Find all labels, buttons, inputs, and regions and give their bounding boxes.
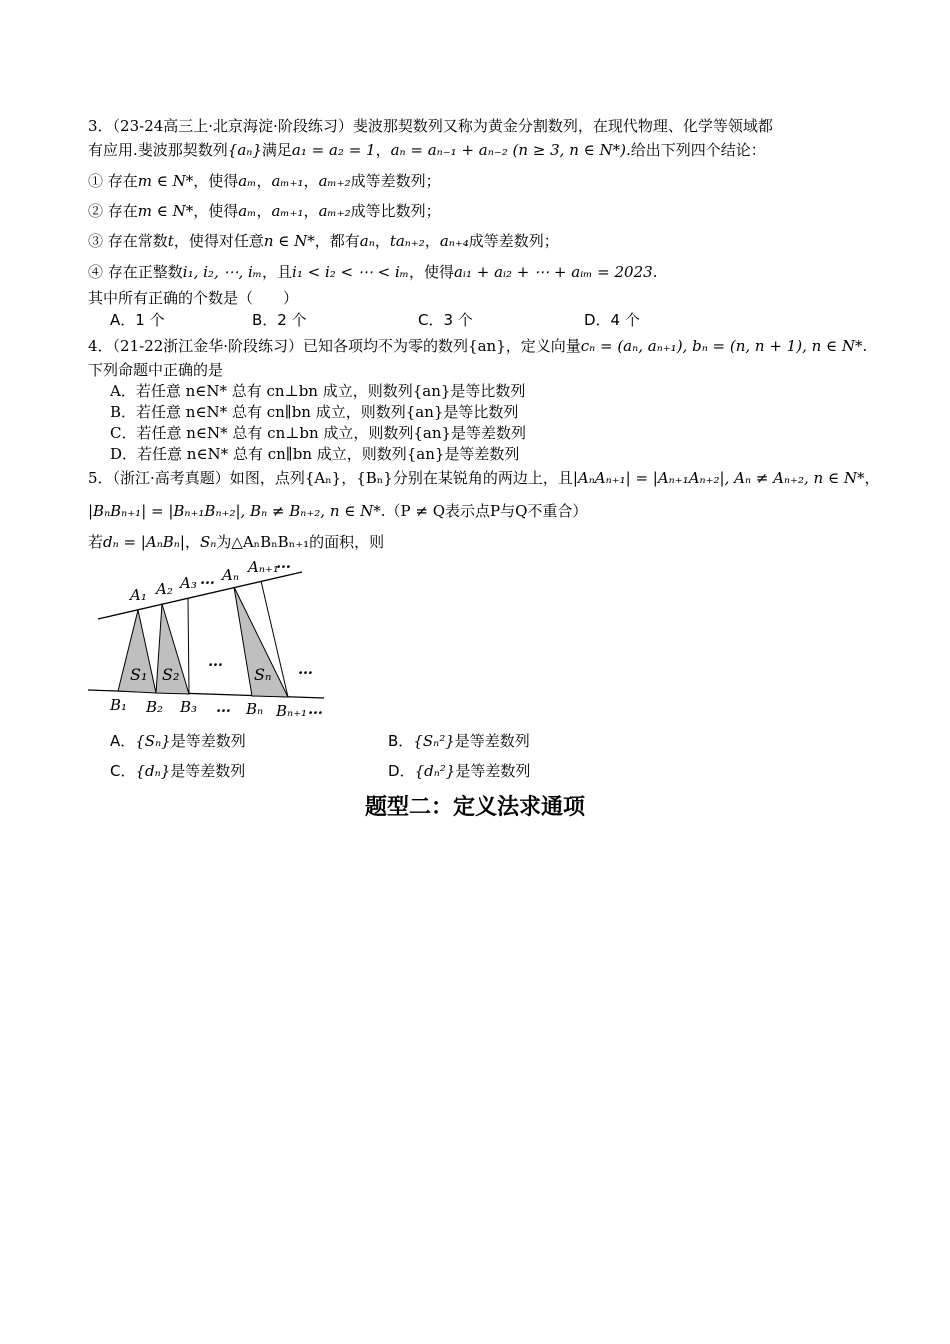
label-sn: Sₙ [254,665,272,684]
q5-option-c-seq: {dₙ} [135,762,171,780]
q5-option-b[interactable] [388,731,530,751]
q3-s4-math: i₁, i₂, ⋯, iₘ [182,263,263,281]
q3-s4-math: aᵢ₁ + aᵢ₂ + ⋯ + aᵢₘ = 2023 [453,263,653,281]
q5-option-c-label: C． [110,762,136,780]
q3-option-d[interactable]: D．4 个 [584,311,640,329]
q5-text: 5．（浙江·高考真题）如图，点列{Aₙ}，{Bₙ}分别在某锐角的两边上，且 [88,469,573,487]
q3-text: .给出下列四个结论： [625,141,766,159]
q3-option-c[interactable]: C．3 个 [418,311,473,329]
q5-option-d-label: D． [388,762,415,780]
label-bn: Bₙ [246,700,264,718]
q3-s3-text: ，都有 [314,232,360,250]
label-a3: A₃ [180,574,197,592]
q5-line3 [88,532,384,552]
q3-sep: ， [375,141,391,159]
q3-line2 [88,140,766,160]
q5-math: |AₙAₙ₊₁| = |Aₙ₊₁Aₙ₊₂|, Aₙ ≠ Aₙ₊₂, n ∈ N* [572,469,865,487]
q3-statement-4 [88,262,657,282]
q3-s3-text: ，使得对任意 [173,232,264,250]
label-s2: S₂ [162,665,180,684]
q3-cond2: aₙ = aₙ₋₁ + aₙ₋₂ (n ≥ 3, n ∈ N*) [390,141,626,159]
q5-text: 为△AₙBₙBₙ₊₁的面积，则 [216,533,385,551]
q3-s2-text: ，使得 [193,202,239,220]
q3-option-a[interactable]: A．1 个 [110,311,165,329]
q5-text: ， [184,533,200,551]
q4-text: 4．（21-22浙江金华·阶段练习）已知各项均不为零的数列{an}，定义向量 [88,337,581,355]
q5-option-b-label: B． [388,732,414,750]
segment-a3-b3 [188,598,189,694]
label-a2: A₂ [156,580,173,598]
q4-vector-def: cₙ = (aₙ, aₙ₊₁), bₙ = (n, n + 1), n ∈ N* [580,337,863,355]
q5-option-d-text: 是等差数列 [455,762,531,780]
q4-option-b[interactable]: B．若任意 n∈N* 总有 cn∥bn 成立，则数列{an}是等比数列 [110,403,519,421]
label-b3: B₃ [180,698,198,716]
q3-s3-term: aₙ₊₄ [439,232,469,250]
q3-s1-term: aₘ [238,172,257,190]
q3-ask: 其中所有正确的个数是（ ） [88,289,299,307]
q3-s2-term: aₘ₊₁ [271,202,304,220]
q5-text: 若 [88,533,104,551]
section-heading: 题型二：定义法求通项 [364,795,585,820]
q3-s1-text: 成等差数列； [350,172,441,190]
label-b1: B₁ [110,696,128,714]
q3-s4-text: . [652,263,658,281]
q3-statement-3: ③ 存在常数t，使得对任意n ∈ N*，都有aₙ，taₙ₊₂，aₙ₊₄成等差数列； [88,232,559,250]
q5-math: dₙ = |AₙBₙ| [103,533,185,551]
q3-s1-math: m ∈ N* [137,172,194,190]
q3-s3-term: taₙ₊₂ [389,232,425,250]
q4-text: . [862,337,868,355]
q3-s3-text: 成等差数列； [468,232,559,250]
q5-math: Sₙ [199,533,217,551]
q5-line1 [88,468,879,488]
label-dots-bottom: … [216,698,231,716]
q3-seq: {aₙ} [227,141,262,159]
q5-figure [80,556,340,722]
q3-statement-1: ① 存在m ∈ N*，使得aₘ，aₘ₊₁，aₘ₊₂成等差数列； [88,172,441,190]
q5-math: |BₙBₙ₊₁| = |Bₙ₊₁Bₙ₊₂|, Bₙ ≠ Bₙ₊₂, n ∈ N* [88,502,381,520]
label-an: Aₙ [222,566,239,584]
label-a1: A₁ [130,586,147,604]
q5-option-b-text: 是等差数列 [454,732,530,750]
q5-text: .（P ≠ Q表示点P与Q不重合） [380,502,588,520]
q3-s2-term: aₘ₊₂ [318,202,351,220]
q3-s3-math: t [167,232,174,250]
q3-s3-term: aₙ [359,232,375,250]
q4-option-d[interactable]: D．若任意 n∈N* 总有 cn∥bn 成立，则数列{an}是等差数列 [110,445,520,463]
q5-option-a[interactable] [110,731,246,751]
q3-cond1: a₁ = a₂ = 1 [291,141,376,159]
q3-s2-text: ② 存在 [88,202,138,220]
q3-s2-text: 成等比数列； [350,202,441,220]
q5-option-b-seq: {Sₙ²} [413,732,455,750]
label-an1: Aₙ₊₁ [248,558,279,576]
q3-line1: 3．（23-24高三上·北京海淀·阶段练习）斐波那契数列又称为黄金分割数列，在现代物理、化学等领域都 [88,117,773,135]
q5-option-d[interactable] [388,761,530,781]
label-dots-mid: … [208,652,223,670]
label-dots-top: … [200,570,215,588]
label-dots-bottom-right: … [308,700,323,718]
q3-s2-term: aₘ [238,202,257,220]
label-s1: S₁ [130,665,148,684]
label-dots-top-right: … [276,556,291,572]
q3-s1-term: aₘ₊₁ [271,172,304,190]
q3-s4-text: ④ 存在正整数 [88,263,183,281]
q3-text: 满足 [261,141,292,159]
q5-option-a-label: A． [110,732,136,750]
q5-option-a-seq: {Sₙ} [135,732,171,750]
q3-text: 有应用.斐波那契数列 [88,141,228,159]
q3-option-b[interactable]: B．2 个 [252,311,307,329]
q3-s4-math: i₁ < i₂ < ⋯ < iₘ [292,263,409,281]
label-b2: B₂ [146,698,164,716]
label-dots-mid-right: … [298,660,313,678]
q3-statement-2: ② 存在m ∈ N*，使得aₘ，aₘ₊₁，aₘ₊₂成等比数列； [88,202,441,220]
q4-line1 [88,336,867,356]
q3-s3-math: n ∈ N* [263,232,315,250]
q4-option-c[interactable]: C．若任意 n∈N* 总有 cn⊥bn 成立，则数列{an}是等差数列 [110,424,527,442]
q3-s1-term: aₘ₊₂ [318,172,351,190]
q3-s2-math: m ∈ N* [137,202,194,220]
q3-s1-text: ，使得 [193,172,239,190]
q5-option-c[interactable] [110,761,245,781]
q3-s1-text: ① 存在 [88,172,138,190]
q3-s3-text: ③ 存在常数 [88,232,168,250]
q4-option-a[interactable]: A．若任意 n∈N* 总有 cn⊥bn 成立，则数列{an}是等比数列 [110,382,526,400]
q5-line2 [88,501,587,521]
label-bn1: Bₙ₊₁ [276,702,308,720]
q5-option-c-text: 是等差数列 [170,762,246,780]
q3-s4-text: ，且 [262,263,293,281]
q5-option-a-text: 是等差数列 [170,732,246,750]
q5-option-d-seq: {dₙ²} [414,762,456,780]
q4-line2: 下列命题中正确的是 [88,361,224,379]
q3-s4-text: ，使得 [408,263,454,281]
q5-text: ， [864,469,880,487]
